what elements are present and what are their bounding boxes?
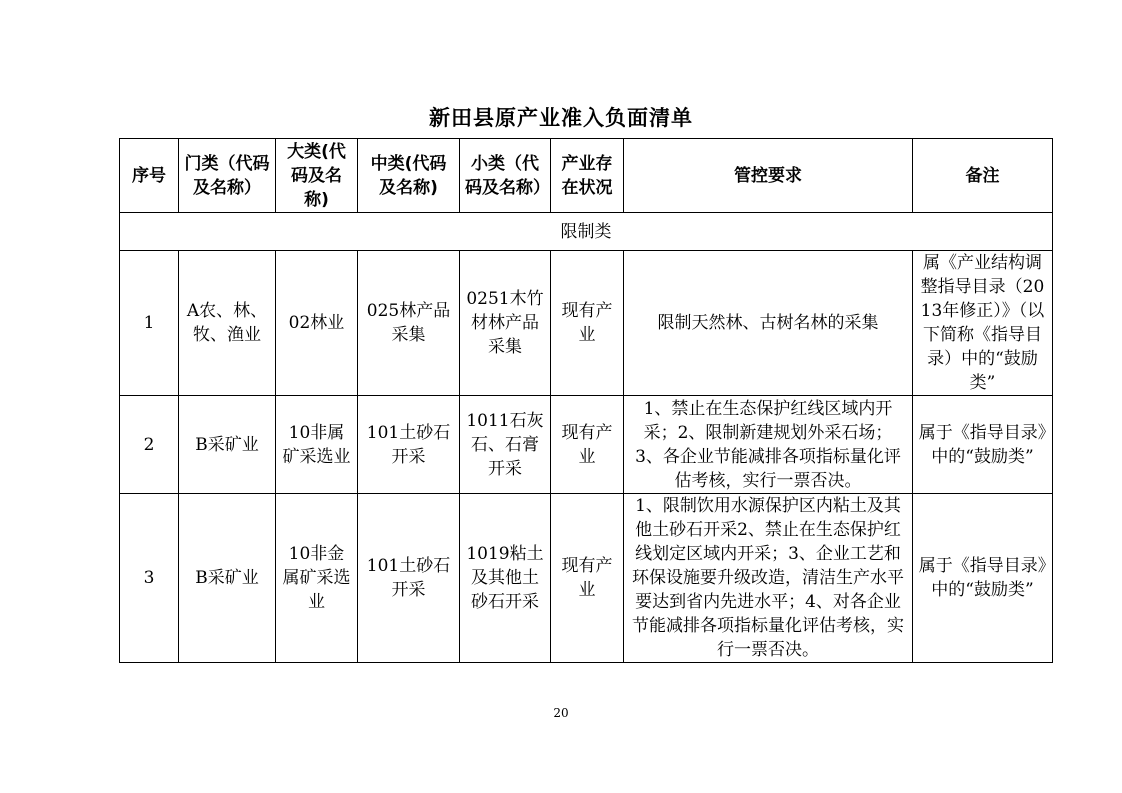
row-status: 现有产业 — [551, 251, 624, 396]
row-requirement: 限制天然林、古树名林的采集 — [624, 251, 913, 396]
header-row — [120, 139, 1053, 213]
row-medium: 101土砂石开采 — [358, 494, 460, 663]
header-cell-requirement: 管控要求 — [624, 139, 913, 213]
row-medium: 101土砂石开采 — [358, 396, 460, 494]
header-cell-major: 大类(代码及名称) — [276, 139, 358, 213]
header-cell-minor: 小类（代码及名称） — [460, 139, 551, 213]
row-requirement: 1、限制饮用水源保护区内粘土及其他土砂石开采2、禁止在生态保护红线划定区域内开采；3、企业工艺和环保设施要升级改造，清洁生产水平要达到省内先进水平；4、对各企业节能减排各项指标量化评估考核，实行一票否决。 — [624, 494, 913, 663]
row-category: A农、林、牧、渔业 — [179, 251, 276, 396]
row-remark: 属于《指导目录》中的“鼓励类” — [913, 494, 1053, 663]
row-major: 10非属矿采选业 — [276, 396, 358, 494]
table-row — [120, 251, 1053, 396]
row-category: B采矿业 — [179, 494, 276, 663]
header-cell-no: 序号 — [120, 139, 179, 213]
row-requirement: 1、禁止在生态保护红线区域内开采；2、限制新建规划外采石场；3、各企业节能减排各项指标量化评估考核，实行一票否决。 — [624, 396, 913, 494]
row-minor: 1019粘土及其他土砂石开采 — [460, 494, 551, 663]
header-cell-status: 产业存在状况 — [551, 139, 624, 213]
row-remark: 属于《指导目录》中的“鼓励类” — [913, 396, 1053, 494]
table-row — [120, 396, 1053, 494]
row-major: 10非金属矿采选业 — [276, 494, 358, 663]
row-no: 3 — [120, 494, 179, 663]
row-minor: 0251木竹材林产品采集 — [460, 251, 551, 396]
header-cell-category: 门类（代码及名称） — [179, 139, 276, 213]
row-status: 现有产业 — [551, 396, 624, 494]
header-cell-medium: 中类(代码及名称) — [358, 139, 460, 213]
row-medium: 025林产品采集 — [358, 251, 460, 396]
page-number: 20 — [553, 706, 569, 720]
section-label: 限制类 — [120, 213, 1053, 251]
table-row — [120, 494, 1053, 663]
row-no: 1 — [120, 251, 179, 396]
row-remark: 属《产业结构调整指导目录（2013年修正）》（以下简称《指导目录）中的“鼓励类” — [913, 251, 1053, 396]
row-status: 现有产业 — [551, 494, 624, 663]
header-cell-remark: 备注 — [913, 139, 1053, 213]
row-major: 02林业 — [276, 251, 358, 396]
section-row — [120, 213, 1053, 251]
row-category: B采矿业 — [179, 396, 276, 494]
row-no: 2 — [120, 396, 179, 494]
document-title: 新田县原产业准入负面清单 — [429, 106, 693, 130]
row-minor: 1011石灰石、石膏开采 — [460, 396, 551, 494]
negative-list-table — [119, 138, 1053, 663]
